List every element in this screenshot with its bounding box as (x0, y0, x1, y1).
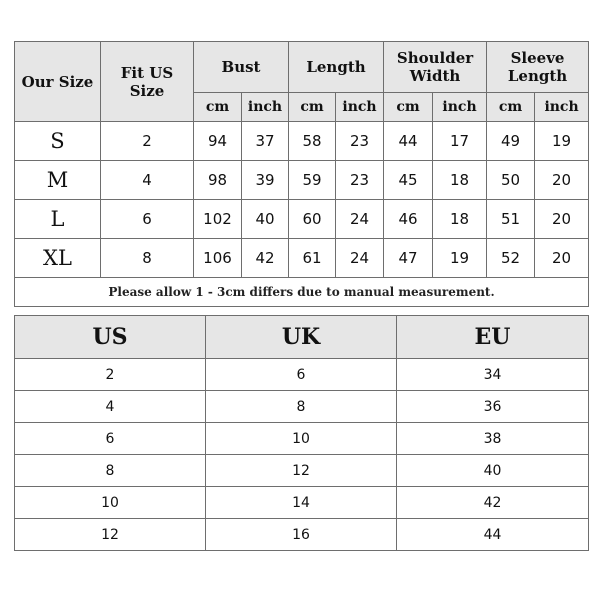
header-fit-us-size: Fit US Size (101, 42, 194, 122)
sleeve-cm: 51 (487, 200, 535, 239)
shoulder-cm: 46 (384, 200, 433, 239)
sleeve-inch: 19 (535, 122, 589, 161)
bust-inch: 42 (242, 239, 289, 278)
bust-cm: 98 (194, 161, 242, 200)
header-sleeve-length: Sleeve Length (487, 42, 589, 93)
table-row (15, 455, 589, 487)
bust-inch: 39 (242, 161, 289, 200)
header-sleeve-cm: cm (487, 93, 535, 122)
fit-us-size: 6 (101, 200, 194, 239)
size-measurement-table (14, 41, 589, 307)
header-shoulder-inch: inch (433, 93, 487, 122)
size-label: XL (15, 239, 101, 278)
note-row (15, 278, 589, 307)
header-shoulder-cm: cm (384, 93, 433, 122)
us-size: 12 (15, 519, 206, 551)
header-our-size: Our Size (15, 42, 101, 122)
eu-size: 40 (397, 455, 589, 487)
sleeve-cm: 49 (487, 122, 535, 161)
bust-cm: 106 (194, 239, 242, 278)
length-inch: 23 (336, 122, 384, 161)
us-size: 4 (15, 391, 206, 423)
table-row (15, 359, 589, 391)
header-length-cm: cm (289, 93, 336, 122)
header-shoulder-width: Shoulder Width (384, 42, 487, 93)
uk-size: 16 (206, 519, 397, 551)
table-row (15, 200, 589, 239)
sleeve-inch: 20 (535, 239, 589, 278)
uk-size: 14 (206, 487, 397, 519)
table-row (15, 161, 589, 200)
fit-us-size: 8 (101, 239, 194, 278)
uk-size: 8 (206, 391, 397, 423)
header-sleeve-inch: inch (535, 93, 589, 122)
shoulder-inch: 19 (433, 239, 487, 278)
table-row (15, 423, 589, 455)
uk-size: 12 (206, 455, 397, 487)
us-size: 2 (15, 359, 206, 391)
sleeve-inch: 20 (535, 200, 589, 239)
shoulder-cm: 44 (384, 122, 433, 161)
header-us: US (15, 316, 206, 359)
eu-size: 44 (397, 519, 589, 551)
us-size: 10 (15, 487, 206, 519)
header-eu: EU (397, 316, 589, 359)
size-label: M (15, 161, 101, 200)
sleeve-inch: 20 (535, 161, 589, 200)
header-length-inch: inch (336, 93, 384, 122)
sleeve-cm: 52 (487, 239, 535, 278)
sleeve-cm: 50 (487, 161, 535, 200)
bust-inch: 40 (242, 200, 289, 239)
bust-inch: 37 (242, 122, 289, 161)
header-bust: Bust (194, 42, 289, 93)
size-conversion-table (14, 315, 589, 551)
length-cm: 60 (289, 200, 336, 239)
shoulder-inch: 17 (433, 122, 487, 161)
table-row (15, 391, 589, 423)
shoulder-inch: 18 (433, 161, 487, 200)
header-length: Length (289, 42, 384, 93)
bust-cm: 102 (194, 200, 242, 239)
shoulder-cm: 47 (384, 239, 433, 278)
header-bust-inch: inch (242, 93, 289, 122)
table-row (15, 519, 589, 551)
length-inch: 24 (336, 200, 384, 239)
size-chart (14, 41, 588, 551)
eu-size: 34 (397, 359, 589, 391)
size-label: S (15, 122, 101, 161)
length-inch: 23 (336, 161, 384, 200)
header-bust-cm: cm (194, 93, 242, 122)
table-row (15, 239, 589, 278)
eu-size: 42 (397, 487, 589, 519)
length-inch: 24 (336, 239, 384, 278)
size-label: L (15, 200, 101, 239)
table-row (15, 122, 589, 161)
fit-us-size: 2 (101, 122, 194, 161)
bust-cm: 94 (194, 122, 242, 161)
uk-size: 10 (206, 423, 397, 455)
us-size: 6 (15, 423, 206, 455)
shoulder-cm: 45 (384, 161, 433, 200)
us-size: 8 (15, 455, 206, 487)
uk-size: 6 (206, 359, 397, 391)
length-cm: 58 (289, 122, 336, 161)
length-cm: 61 (289, 239, 336, 278)
length-cm: 59 (289, 161, 336, 200)
header-uk: UK (206, 316, 397, 359)
fit-us-size: 4 (101, 161, 194, 200)
table-row (15, 487, 589, 519)
eu-size: 38 (397, 423, 589, 455)
measurement-note: Please allow 1 - 3cm differs due to manual measurement. (15, 278, 589, 307)
shoulder-inch: 18 (433, 200, 487, 239)
eu-size: 36 (397, 391, 589, 423)
